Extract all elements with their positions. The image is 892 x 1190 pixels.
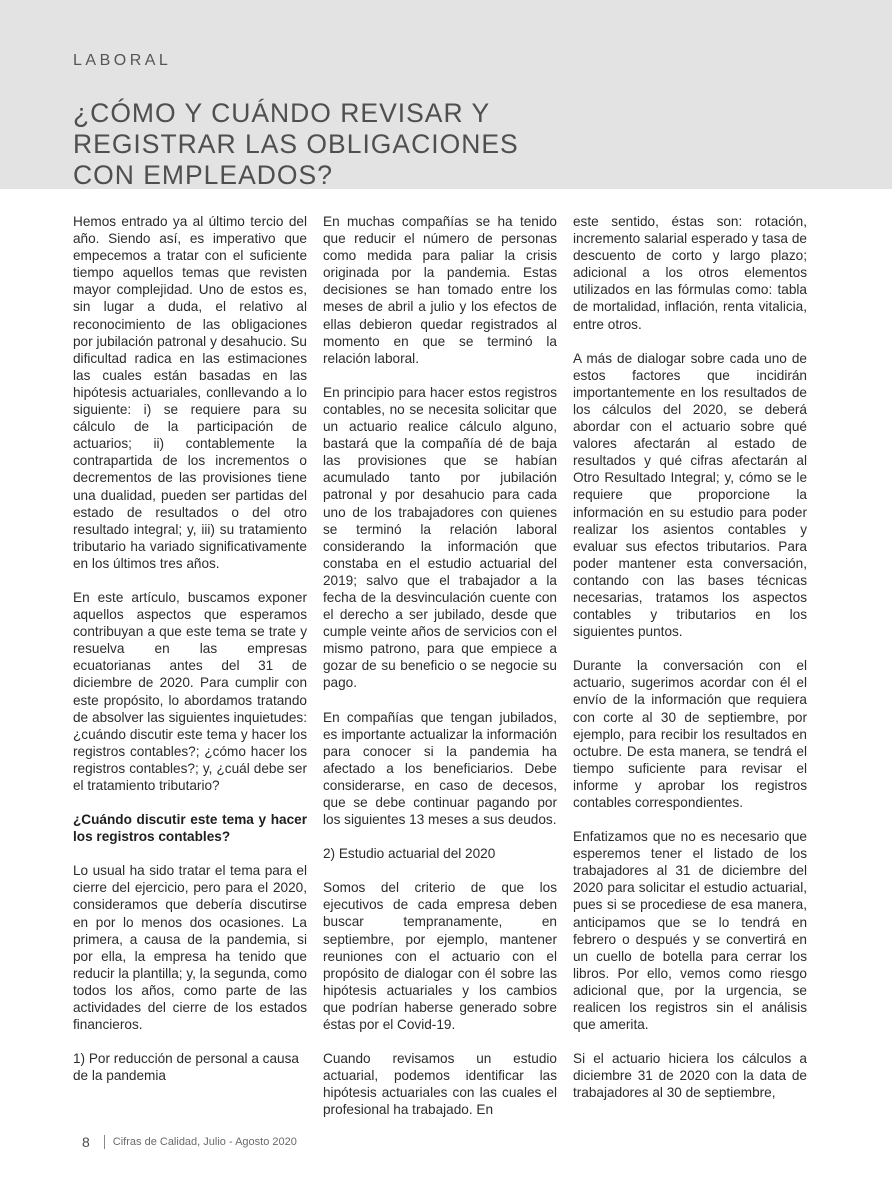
paragraph: 1) Por reducción de personal a causa de la pandemia <box>73 1051 299 1084</box>
paragraph: Somos del criterio de que los ejecutivos de cada empresa deben buscar tempranamente, en septiembre, por ejemplo, mantener reuniones con el actuario con el propósito de dialogar con él sobre las hipótesis actuariales y los cambios que podrían haberse generado sobre éstas por el Covid-19. <box>323 880 557 1033</box>
title-line: CON EMPLEADOS? <box>73 159 333 190</box>
page-footer <box>82 1134 297 1150</box>
paragraph: A más de dialogar sobre cada uno de estos factores que incidirán importantemente en los resultados de los cálculos del 2020, se deberá abordar con el actuario sobre qué valores afectarán al estado de resultados y qué cifras afectarán al Otro Resultado Integral; y, cómo se le requiere que proporcione la información en su estudio para poder realizar los asientos contables y evaluar sus efectos tributarios. Para poder mantener esta conversación, contando con las bases técnicas necesarias, tratamos los aspectos contables y tributarios en los siguientes puntos. <box>573 350 807 640</box>
footer-divider <box>104 1135 105 1149</box>
article-column-3 <box>573 213 807 1102</box>
title-line: REGISTRAR LAS OBLIGACIONES <box>73 128 519 159</box>
page-title <box>73 98 633 191</box>
paragraph: En principio para hacer estos registros contables, no se necesita solicitar que un actuario realice cálculo alguno, bastará que la compañía dé de baja las provisiones que se habían acumulado tanto por jubilación patronal y por desahucio para cada uno de los trabajadores con quienes se terminó la relación laboral considerando la información que constaba en el estudio actuarial del 2019; salvo que el trabajador a la fecha de la desvinculación cuente con el derecho a ser jubilado, desde que cumple veinte años de servicios con el mismo patrono, para que empiece a gozar de su beneficio o se negocie su pago. <box>323 384 557 691</box>
publication-name: Cifras de Calidad, Julio - Agosto 2020 <box>112 1136 297 1148</box>
paragraph: En este artículo, buscamos exponer aquellos aspectos que esperamos contribuyan a que este tema se trate y resuelva en las empresas ecuatorianas antes del 31 de diciembre de 2020. Para cumplir con este propósito, lo abordamos tratando de absolver las siguientes inquietudes: ¿cuándo discutir este tema y hacer los registros contables?; ¿cómo hacer los registros contables?; y, ¿cuál debe ser el tratamiento tributario? <box>73 589 307 793</box>
paragraph: Durante la conversación con el actuario, sugerimos acordar con él el envío de la información que requiera con corte al 30 de septiembre, por ejemplo, para recibir los resultados en octubre. De esta manera, se tendrá el tiempo suficiente para revisar el informe y aprobar los registros contables correspondientes. <box>573 658 807 810</box>
subheading: ¿Cuándo discutir este tema y hacer los registros contables? <box>73 812 307 845</box>
paragraph: Hemos entrado ya al último tercio del año. Siendo así, es imperativo que empecemos a tratar con el suficiente tiempo aquellos temas que revisten mayor complejidad. Uno de estos es, sin lugar a duda, el relativo al reconocimiento de las obligaciones por jubilación patronal y desahucio. Su dificultad radica en las estimaciones las cuales están basadas en las hipótesis actuariales, conllevando a lo siguiente: i) se requiere para su cálculo de la participación de actuarios; ii) contablemente la contrapartida de los incrementos o decrementos de las provisiones tiene una dualidad, pueden ser partidas del estado de resultados o del otro resultado integral; y, iii) su tratamiento tributario ha variado significativamente en los últimos tres años. <box>73 214 307 571</box>
paragraph: este sentido, éstas son: rotación, incremento salarial esperado y tasa de descuento de corto y largo plazo; adicional a los otros elementos utilizados en las fórmulas como: tabla de mortalidad, inflación, renta vitalicia, entre otros. <box>573 214 807 332</box>
paragraph: Enfatizamos que no es necesario que esperemos tener el listado de los trabajadores al 31 de diciembre del 2020 para solicitar el estudio actuarial, pues si se procediese de esa manera, anticipamos que se lo tendrá en febrero o después y se convertirá en un cuello de botella para cerrar los libros. Por ello, vemos como riesgo adicional que, por la urgencia, se realicen los registros sin el análisis que amerita. <box>573 829 807 1033</box>
article-column-1 <box>73 213 307 1084</box>
paragraph: En compañías que tengan jubilados, es importante actualizar la información para conocer si la pandemia ha afectado a los beneficiarios. Debe considerarse, en caso de decesos, que se debe continuar pagando por los siguientes 13 meses a sus deudos. <box>323 709 557 828</box>
paragraph: Cuando revisamos un estudio actuarial, podemos identificar las hipótesis actuariales con las cuales el profesional ha trabajado. En <box>323 1051 557 1118</box>
title-line: ¿CÓMO Y CUÁNDO REVISAR Y <box>73 97 491 128</box>
paragraph: 2) Estudio actuarial del 2020 <box>323 846 496 862</box>
article-column-2 <box>323 213 557 1119</box>
page-number: 8 <box>82 1134 90 1150</box>
header-band <box>0 0 892 189</box>
paragraph: Si el actuario hiciera los cálculos a diciembre 31 de 2020 con la data de trabajadores al 30 de septiembre, <box>573 1051 807 1101</box>
paragraph: Lo usual ha sido tratar el tema para el cierre del ejercicio, pero para el 2020, consideramos que debería discutirse en por lo menos dos ocasiones. La primera, a causa de la pandemia, si por ella, la empresa ha tenido que reducir la plantilla; y, la segunda, como todos los años, como parte de las actividades del cierre de los estados financieros. <box>73 863 307 1033</box>
paragraph: En muchas compañías se ha tenido que reducir el número de personas como medida para paliar la crisis originada por la pandemia. Estas decisiones se han tomado entre los meses de abril a julio y los efectos de ellas debieron quedar registrados al momento en que se terminó la relación laboral. <box>323 214 557 366</box>
section-label: LABORAL <box>73 52 172 69</box>
